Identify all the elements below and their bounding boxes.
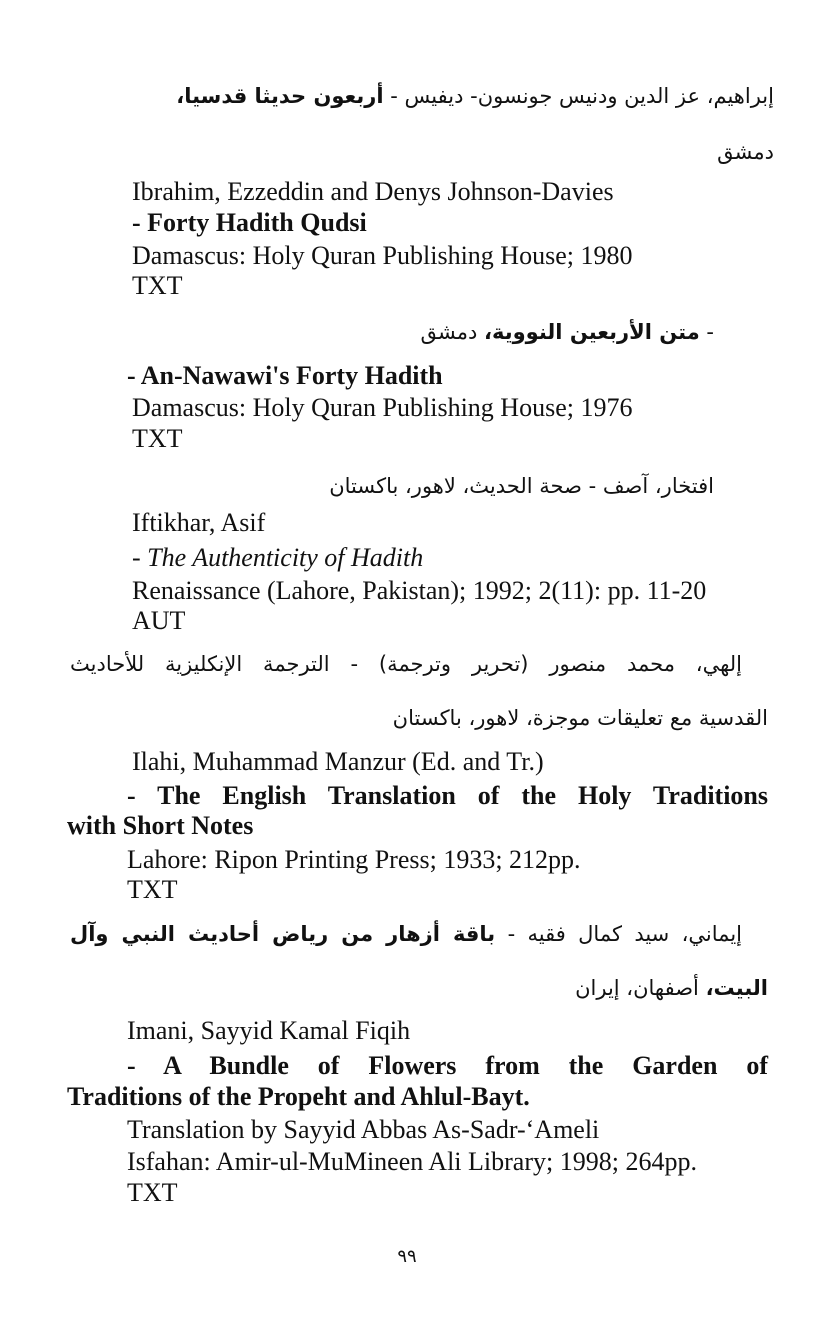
entry4-arabic-line1: إلهي، محمد منصور (تحرير وترجمة) - الترجمة الإنكليزية للأحاديث (70, 652, 742, 676)
entry4-author: Ilahi, Muhammad Manzur (Ed. and Tr.) (132, 747, 544, 776)
entry4-arabic-line2: القدسية مع تعليقات موجزة، لاهور، باكستان (392, 706, 768, 730)
entry1-author: Ibrahim, Ezzeddin and Denys Johnson-Davies (132, 177, 614, 206)
entry5-type: TXT (127, 1178, 178, 1207)
entry5-translation: Translation by Sayyid Abbas As-Sadr-‘Ameli (127, 1115, 600, 1144)
entry2-type: TXT (132, 424, 183, 453)
entry2-arabic-line1: - متن الأربعين النووية، دمشق (420, 320, 714, 344)
entry1-publication: Damascus: Holy Quran Publishing House; 1980 (132, 241, 633, 270)
entry1-arabic-line1: إبراهيم، عز الدين ودنيس جونسون- ديفيس - أربعون حديثا قدسيا، (176, 84, 774, 108)
entry3-type: AUT (132, 606, 186, 635)
entry3-arabic-line1: افتخار، آصف - صحة الحديث، لاهور، باكستان (329, 474, 714, 498)
entry4-type: TXT (127, 875, 178, 904)
entry5-author: Imani, Sayyid Kamal Fiqih (127, 1016, 411, 1045)
entry5-title-line2: Traditions of the Propeht and Ahlul-Bayt. (67, 1082, 530, 1111)
entry1-title: - Forty Hadith Qudsi (132, 208, 367, 237)
entry5-publication: Isfahan: Amir-ul-MuMineen Ali Library; 1998; 264pp. (127, 1147, 697, 1176)
entry3-author: Iftikhar, Asif (132, 508, 266, 537)
entry2-publication: Damascus: Holy Quran Publishing House; 1976 (132, 393, 633, 422)
entry5-arabic-line2: البيت، أصفهان، إيران (575, 976, 768, 1000)
entry3-publication: Renaissance (Lahore, Pakistan); 1992; 2(11): pp. 11-20 (132, 576, 707, 605)
entry3-title: - The Authenticity of Hadith (132, 543, 424, 572)
entry2-title: - An-Nawawi's Forty Hadith (127, 361, 443, 390)
entry1-type: TXT (132, 271, 183, 300)
entry4-title-line2: with Short Notes (67, 811, 254, 840)
entry5-title-line1: - A Bundle of Flowers from the Garden of (127, 1051, 768, 1080)
entry5-arabic-line1: إيماني، سيد كمال فقيه - باقة أزهار من رياض أحاديث النبي وآل (70, 922, 742, 946)
entry4-publication: Lahore: Ripon Printing Press; 1933; 212pp. (127, 845, 581, 874)
entry1-arabic-line2: دمشق (717, 140, 774, 164)
entry4-title-line1: - The English Translation of the Holy Traditions (127, 781, 768, 810)
page-number: ٩٩ (397, 1246, 417, 1267)
